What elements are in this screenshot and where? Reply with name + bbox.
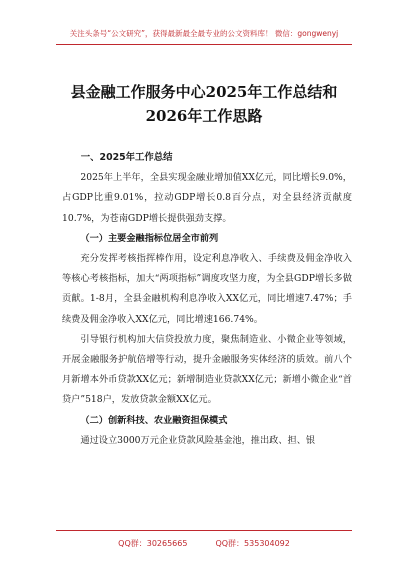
document-body (62, 148, 352, 451)
subsection-heading-2: （二）创新科技、农业融资担保模式 (80, 414, 228, 426)
qq-group-2: QQ群：535304092 (215, 539, 290, 548)
document-title (40, 80, 368, 128)
title-line-1: 县金融工作服务中心2025年工作总结和 (70, 83, 338, 101)
footer-divider (56, 530, 352, 531)
footer-note (0, 538, 408, 549)
paragraph-4: 通过设立3000万元企业贷款风险基金池，推出政、担、银 (80, 434, 316, 446)
qq-group-1: QQ群：30265665 (118, 539, 188, 548)
paragraph-1: 2025年上半年，全县实现金融业增加值XX亿元，同比增长9.0%，占GDP比重9.01%，拉动GDP增长0.8百分点，对全县经济贡献度10.7%，为苍南GDP增长提供强劲支撑。 (62, 172, 352, 224)
header-divider (56, 44, 352, 45)
header-note: 关注头条号“公文研究”，获得最新最全最专业的公文资料库！ 微信：gongwenyj (69, 29, 339, 38)
section-heading: 一、2025年工作总结 (80, 152, 173, 163)
title-line-2: 2026年工作思路 (145, 107, 263, 125)
paragraph-2: 充分发挥考核指挥棒作用，设定利息净收入、手续费及佣金净收入等核心考核指标，加大“两项指标”调度攻坚力度，为全县GDP增长多做贡献。1-8月，全县金融机构利息净收入XX亿元，同比增速7.47%；手续费及佣金净收入XX亿元，同比增速166.74%。 (62, 253, 352, 325)
subsection-heading-1: （一）主要金融指标位居全市前列 (80, 232, 219, 244)
paragraph-3: 引导银行机构加大信贷投放力度，聚焦制造业、小微企业等领域，开展金融服务护航倍增等行动，提升金融服务实体经济的质效。前八个月新增本外币贷款XX亿元；新增制造业贷款XX亿元；新增小微企业“首贷户”518户，发放贷款金额XX亿元。 (62, 333, 352, 406)
